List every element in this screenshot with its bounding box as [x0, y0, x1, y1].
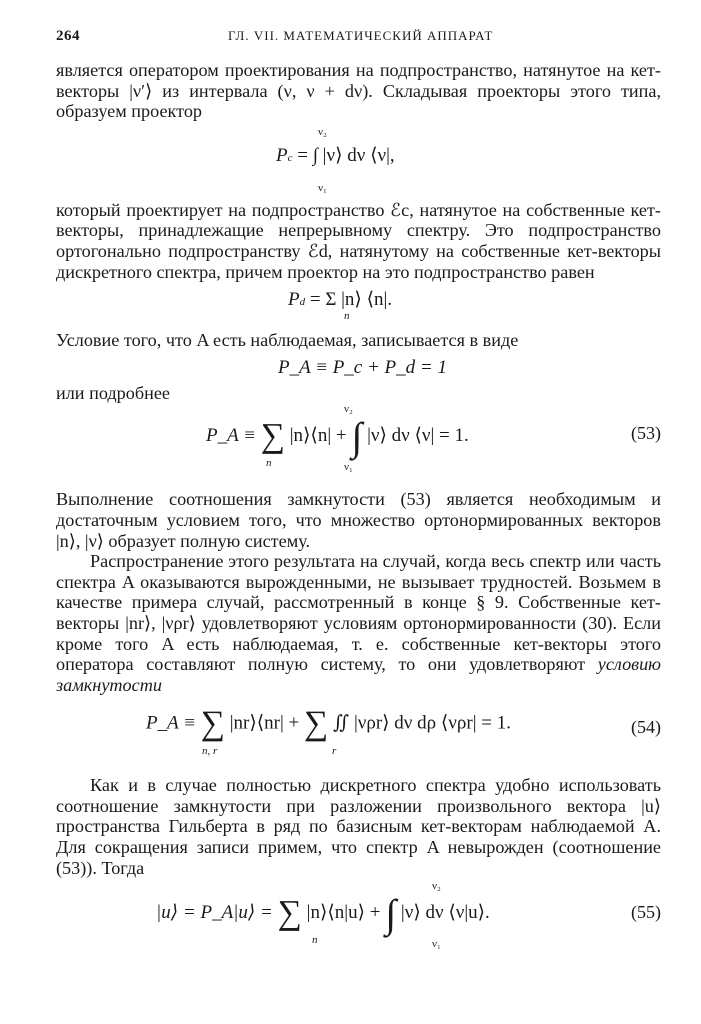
- paragraph-4: или подробнее: [56, 382, 170, 403]
- eq53-rhs: |ν⟩ dν ⟨ν| = 1.: [367, 425, 469, 447]
- paragraph-3: Условие того, что A есть наблюдаемая, записывается в виде: [56, 330, 519, 351]
- pc-lhs-sub: c: [287, 151, 293, 164]
- pd-rhs: = Σ |n⟩ ⟨n|.: [309, 289, 393, 311]
- paragraph-6-emphasis: условию замкнутости: [56, 654, 661, 695]
- paragraph-6-main: Распространение этого результата на случай, когда весь спектр или часть спектра A оказываются вырожденными, не вызывает трудностей. Возьмем в качестве примера случай, рассмотренный в конце § 9. Собственные кет-векторы |nr⟩, |νρr⟩ удовлетворяют условиям ортонормированности (30). Если кроме того A есть наблюдаемая, т. е. собственные кет-векторы этого оператора составляют полную систему, то они удовлетворяют: [56, 551, 661, 675]
- eq53-sum-lower: n: [266, 457, 272, 470]
- eq54-sum2-lower: r: [332, 745, 337, 758]
- eq54-number: (54): [631, 717, 661, 738]
- eq53-integral-symbol: ∫: [351, 414, 363, 460]
- running-head: ГЛ. VII. МАТЕМАТИЧЕСКИЙ АППАРАТ: [228, 28, 494, 43]
- eq55-int-lower: ν₁: [432, 938, 441, 951]
- pa-short: P_A ≡ P_c + P_d = 1: [278, 356, 447, 378]
- eq54-rhs: ∬ |νρr⟩ dν dρ ⟨νρr| = 1.: [333, 712, 511, 734]
- eq55-sum-symbol: ∑: [277, 894, 302, 932]
- paragraph-7: Как и в случае полностью дискретного спектра удобно использовать соотношение замкнутости при разложении произвольного вектора |u⟩ пространства Гильберта в ряд по базисным кет-векторам наблюдаемой A. Для сокращения записи примем, что спектр A невырожден (соотношение (53)). Тогда: [56, 775, 661, 878]
- page-number: 264: [56, 28, 80, 44]
- eq54-mid: |nr⟩⟨nr| +: [229, 712, 300, 734]
- formula-54: [56, 699, 661, 765]
- paragraph-1: является оператором проектирования на подпространство, натянутое на кет-векторы |ν′⟩ из интервала (ν, ν + dν). Складывая проекторы этого типа, образуем проектор: [56, 60, 661, 122]
- eq53-int-upper: ν₂: [344, 403, 353, 416]
- eq53-lhs: P_A ≡: [206, 425, 256, 447]
- pc-int-lower: ν₁: [318, 181, 327, 194]
- pd-sum-lower: n: [344, 310, 350, 323]
- eq53-sum-symbol: ∑: [260, 417, 285, 455]
- paragraph-5: Выполнение соотношения замкнутости (53) является необходимым и достаточным условием того, что множество ортонормированных векторов |n⟩, |ν⟩ образует полную систему.: [56, 489, 661, 551]
- eq54-sum1-lower: n, r: [202, 745, 218, 758]
- eq55-mid: |n⟩⟨n|u⟩ +: [306, 902, 381, 924]
- eq54-sum2-symbol: ∑: [304, 705, 329, 743]
- eq55-int-upper: ν₂: [432, 880, 441, 893]
- pc-lhs: P: [276, 144, 288, 166]
- formula-53: [56, 403, 661, 481]
- eq53-number: (53): [631, 423, 661, 444]
- eq55-lhs: |u⟩ = P_A|u⟩ =: [156, 902, 273, 924]
- eq53-int-lower: ν₁: [344, 461, 353, 474]
- eq55-number: (55): [631, 902, 661, 923]
- paragraph-6: [56, 551, 661, 695]
- formula-pd: [56, 282, 661, 326]
- eq53-mid: |n⟩⟨n| +: [289, 425, 347, 447]
- pc-int-upper: ν₂: [318, 125, 327, 138]
- eq54-lhs: P_A ≡: [146, 712, 196, 734]
- page-header: [56, 28, 661, 60]
- eq55-integral-symbol: ∫: [385, 891, 397, 937]
- formula-pa-short: [56, 355, 661, 383]
- eq55-rhs: |ν⟩ dν ⟨ν|u⟩.: [400, 902, 490, 924]
- formula-pc: [56, 126, 661, 200]
- pc-rhs: = ∫ |ν⟩ dν ⟨ν|,: [297, 144, 395, 166]
- formula-55: [56, 880, 661, 960]
- paragraph-2: который проектирует на подпространство ℰc, натянутое на собственные кет-векторы, принадлежащие непрерывному спектру. Это подпространство ортогонально подпространству ℰd, натянутому на собственные кет-векторы дискретного спектра, причем проектор на это подпространство равен: [56, 199, 661, 282]
- eq55-sum-lower: n: [312, 934, 318, 947]
- pd-lhs: P: [288, 289, 300, 311]
- pd-lhs-sub: d: [299, 296, 306, 309]
- eq54-sum1-symbol: ∑: [200, 705, 225, 743]
